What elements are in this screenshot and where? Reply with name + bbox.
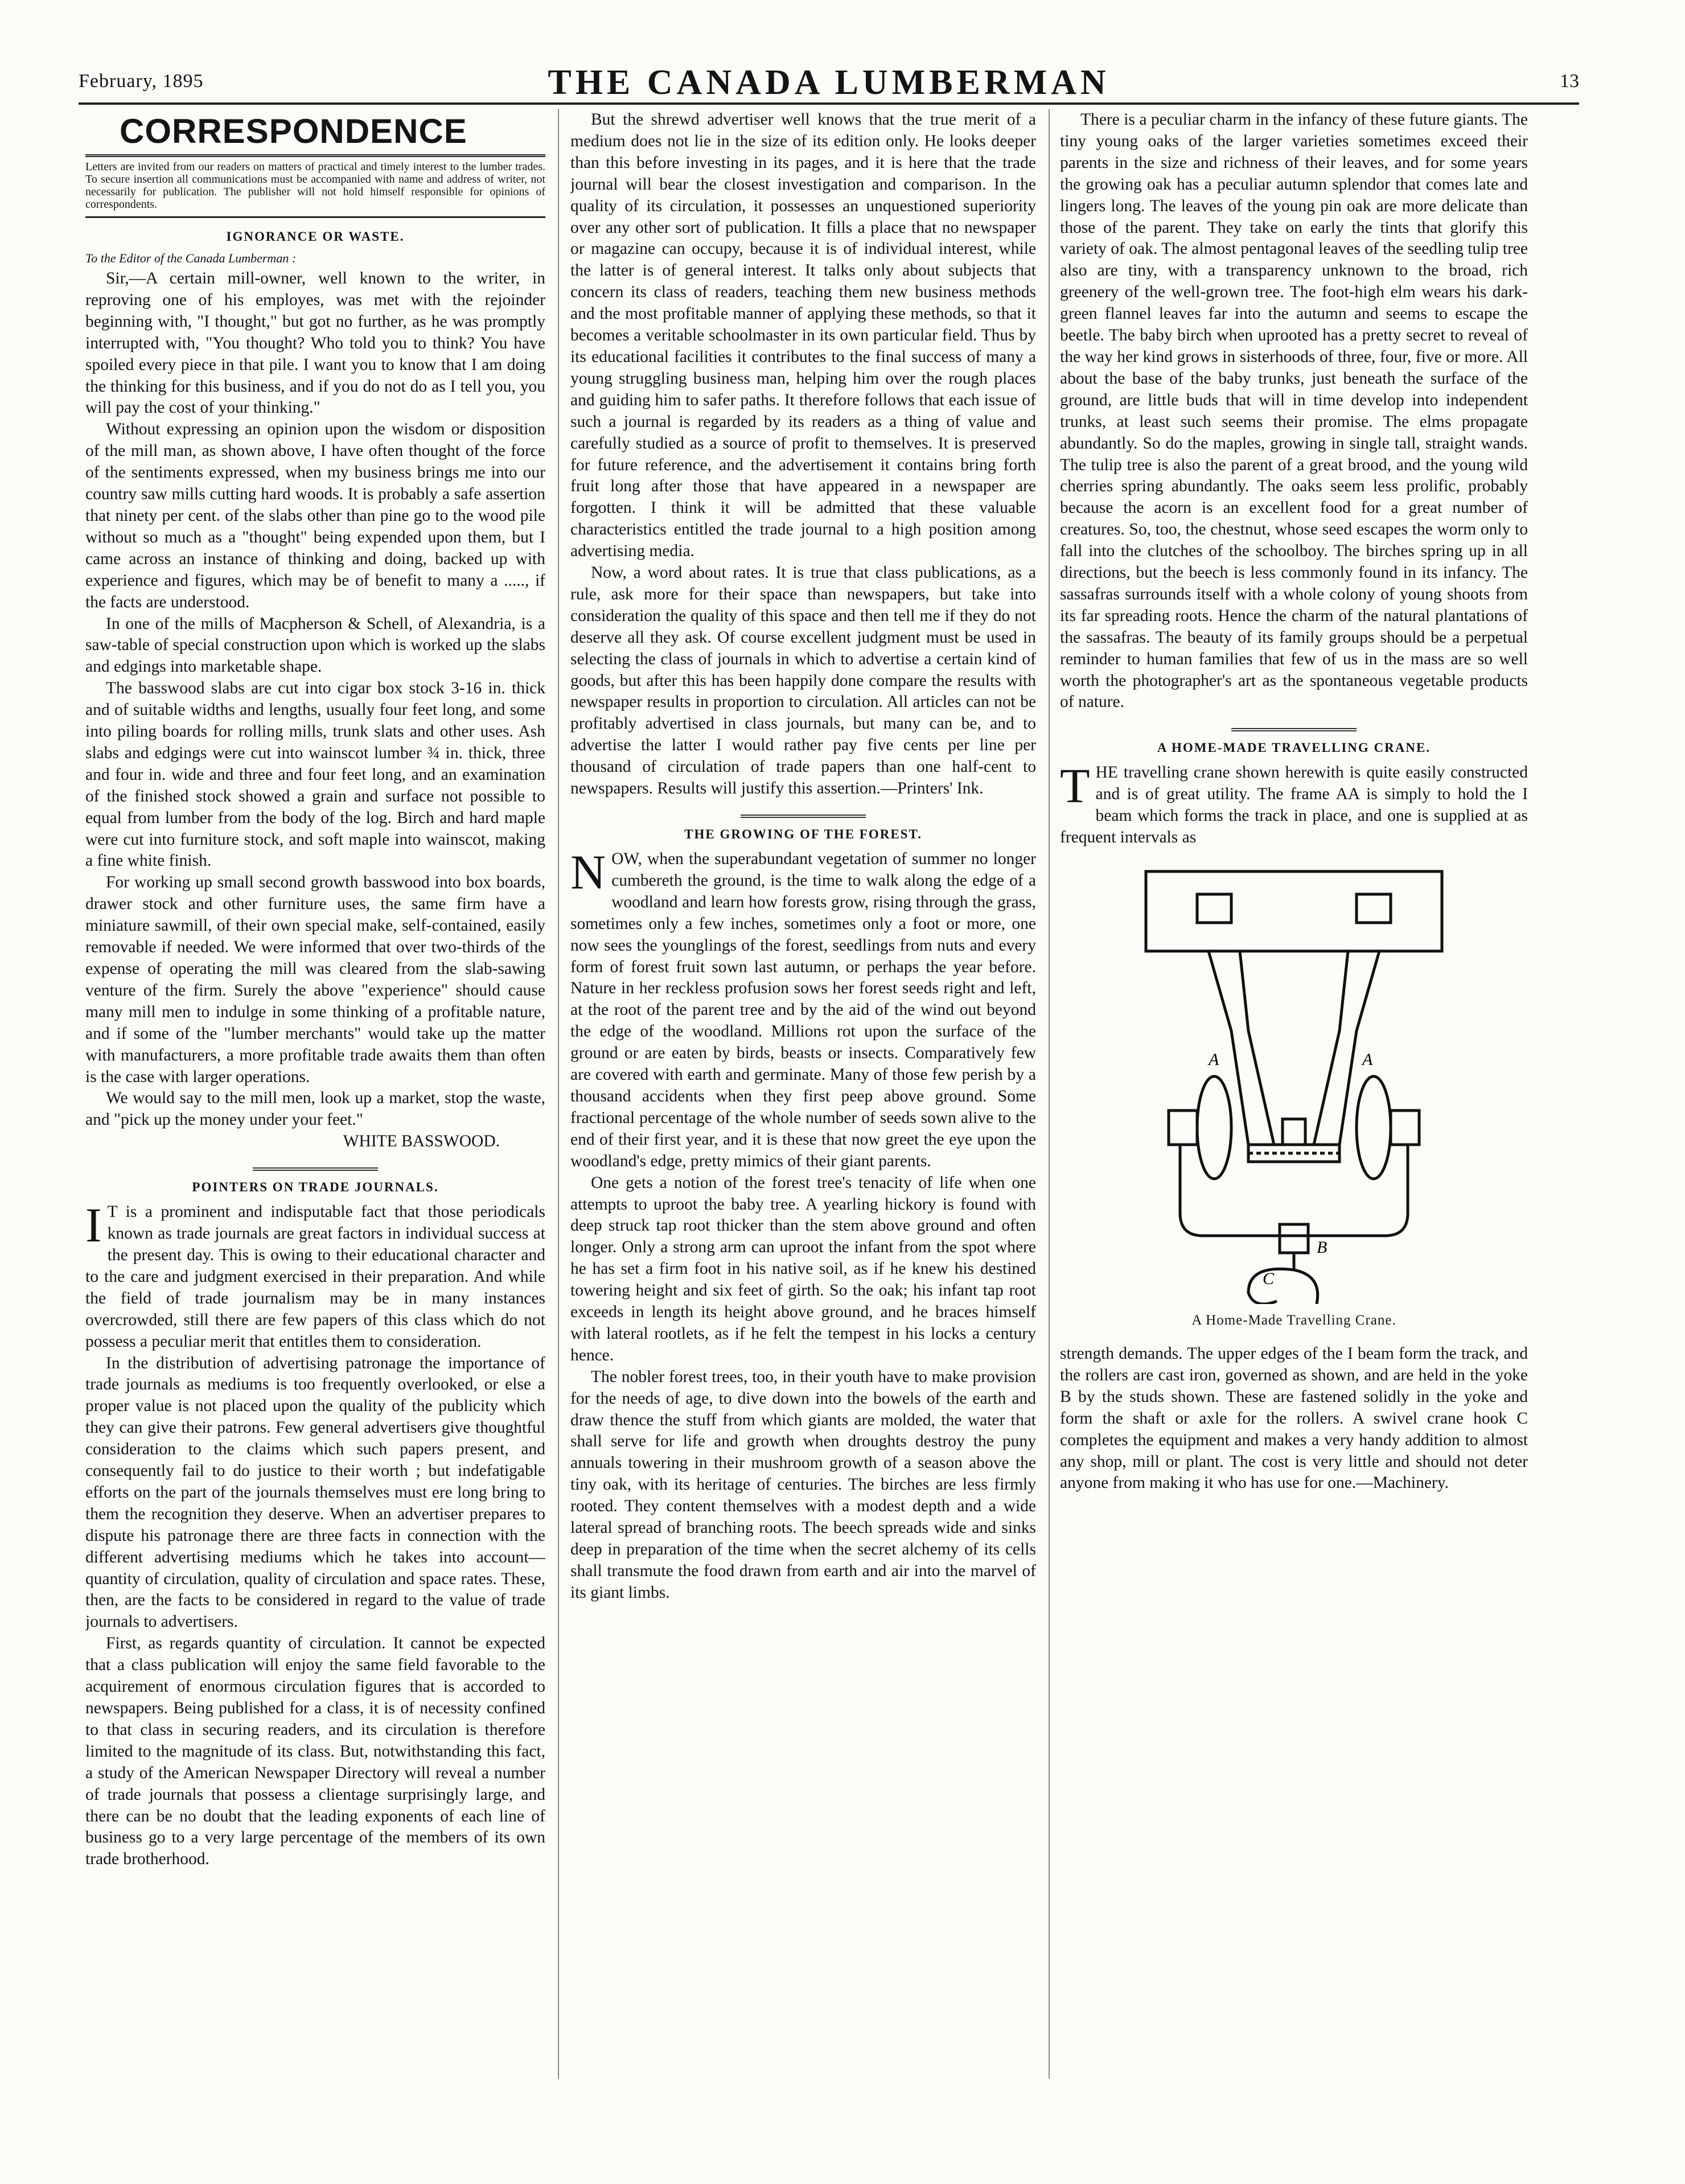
hook-shank [1294, 1253, 1318, 1304]
paragraph-text: HE travelling crane shown herewith is quite easily constructed and is of great utility. The frame AA is simply to hold the I beam which forms the track in place, and one is supplied at as frequent intervals as [1060, 763, 1528, 847]
roller [1357, 1076, 1391, 1179]
stud [1169, 1110, 1197, 1145]
paragraph: The basswood slabs are cut into cigar box stock 3-16 in. thick and of suitable widths and lengths, usually four feet long, and some into piling boards for rolling mills, trunk slats and other uses. Ash slabs and edgings were cut into wainscot lumber ¾ in. thick, three and four in. wide and three and four feet long, and an examination of the finished stock showed a grain and surface not possible to equal from lumber from the body of the log. Birch and hard maple were cut into furniture stock, and soft maple into wainscot, making a fine white finish. [85, 679, 545, 870]
frame-leg [1209, 951, 1274, 1145]
column-divider [558, 109, 559, 2079]
column-2 [570, 109, 1036, 2133]
section-rule [1231, 728, 1357, 731]
crane-figure [1060, 860, 1528, 1307]
drop-cap: I [85, 1198, 102, 1253]
drop-cap: N [570, 845, 606, 899]
paragraph: Sir,—A certain mill-owner, well known to the writer, in reproving one of his employes, was met with the rejoinder beginning with, "I thought," but got no further, as he was promptly interrupted with, "You thought? Who told you to think? You have spoiled every piece in that pile. I want you to know that I am doing the thinking for this business, and if you do not do as I tell you, you will pay the cost of your thinking." [85, 269, 545, 417]
i-beam [1248, 1145, 1339, 1162]
article-heading: POINTERS ON TRADE JOURNALS. [192, 1180, 439, 1195]
figure-label-a: A [1362, 1050, 1373, 1069]
stud [1391, 1110, 1419, 1145]
frame-leg [1314, 951, 1379, 1145]
beam-bolt [1197, 894, 1231, 923]
article-heading: IGNORANCE OR WASTE. [226, 229, 405, 244]
column-1 [85, 109, 545, 2133]
paragraph [85, 1198, 545, 1352]
article-growing-of-the-forest [570, 827, 1036, 1604]
paragraph: In one of the mills of Macpherson & Schell, of Alexandria, is a saw-table of special construction upon which is worked up the slabs and edgings into marketable shape. [85, 614, 545, 676]
notice-text: Letters are invited from our readers on matters of practical and timely interest to the lumber trades. To secure insertion all communications must be accompanied with name and address of writer, not necessarily for publication. The publisher will not hold himself responsible for opinions of correspondents. [85, 161, 545, 211]
article-ignorance-or-waste [85, 229, 545, 1171]
section-title: CORRESPONDENCE [120, 112, 467, 150]
beam-bolt [1357, 894, 1391, 923]
paragraph: First, as regards quantity of circulation. It cannot be expected that a class publication will enjoy the same field favorable to the acquirement of enormous circulation figures that is accorded to newspapers. Being published for a class, it is of necessity confined to that class in securing readers, and its circulation is therefore limited to the magnitude of its class. But, notwithstanding this fact, a study of the American Newspaper Directory will reveal a number of trade journals that possess a clientage surprisingly large, and there can be no doubt that the leading exponents of each line of business go to a very large percentage of the members of its own trade brotherhood. [85, 1634, 545, 1869]
paragraph: One gets a notion of the forest tree's tenacity of life when one attempts to uproot the baby tree. A yearling hickory is found with deep struck tap root thicker than the stem above ground and often longer. Only a strong arm can uproot the infant from the spot where he has set a firm foot in his native soil, as if he knew his destined towering height and six feet of girth. So the oak; his infant tap root exceeds in length its height above ground, and he braces himself with lateral rootlets, as if he felt the tempest in his locks a century hence. [570, 1173, 1036, 1364]
issue-date: February, 1895 [79, 71, 204, 92]
figure-label-b: B [1317, 1238, 1328, 1257]
paragraph: strength demands. The upper edges of the I beam form the track, and the rollers are cast iron, governed as shown, and are held in the yoke B by the studs shown. These are fastened solidly in the yoke and form the shaft or axle for the rollers. A swivel crane hook C completes the equipment and makes a very handy addition to almost any shop, mill or plant. The cost is very little and should not deter anyone from making it who has use for one.—Machinery. [1060, 1344, 1528, 1492]
paragraph: In the distribution of advertising patronage the importance of trade journals as mediums is too frequently overlooked, or else a proper value is not placed upon the quality of the publicity which they can give their patrons. Few general advertisers give thoughtful consideration to the claims which such papers present, and consequently fail to do justice to their worth ; but indefatigable efforts on the part of the journals themselves must ere long bring to them the recognition they deserve. When an advertiser prepares to dispute his patronage there are three facts in connection with the different advertising mediums which he takes into account—quantity of circulation, quality of circulation and space rates. These, then, are the facts to be considered in regard to the value of trade journals to advertisers. [85, 1354, 545, 1631]
article-pointers-on-trade-journals [85, 1180, 545, 1870]
correspondence-notice [85, 154, 545, 218]
article-heading: A HOME-MADE TRAVELLING CRANE. [1157, 741, 1431, 755]
figure-caption: A Home-Made Travelling Crane. [1191, 1313, 1396, 1328]
paragraph: Without expressing an opinion upon the wisdom or disposition of the mill man, as shown above, I have often thought of the force of the sentiments expressed, when my business brings me into our country saw mills cutting hard woods. It is probably a safe assertion that ninety per cent. of the slabs other than pine go to the wood pile without so much as a "thought" being expended upon them, but I came across an instance of thinking and doing, backed up with experience and figures, which may be of benefit to many a ....., if the facts are understood. [85, 420, 545, 611]
yoke [1180, 1145, 1408, 1236]
paragraph: We would say to the mill men, look up a market, stop the waste, and "pick up the money under your feet." [85, 1089, 545, 1129]
section-rule [741, 815, 866, 818]
paragraph-text: T is a prominent and indisputable fact that those periodicals known as trade journals are great factors in individual success at the present day. This is owing to their educational character and to the care and judgment exercised in their preparation. And while the field of trade journalism may be in many instances overcrowded, still there are few papers of this class which do not possess a peculiar merit that entitles them to consideration. [85, 1203, 545, 1351]
section-rule [253, 1167, 378, 1171]
header-rule [79, 102, 1579, 105]
article-pointers-continued [570, 109, 1036, 818]
paragraph-text: OW, when the superabundant vegetation of summer no longer cumbereth the ground, is the time to walk along the edge of a woodland and learn how forests grow, rising through the grass, sometimes only a few inches, sometimes only a foot or more, one now sees the younglings of the forest, seedlings from nuts and every form of forest fruit sown last autumn, or perhaps the year before. Nature in her reckless profusion sows her forest seeds right and left, at the root of the parent tree and by the aid of the wind out beyond the edge of the woodland. Millions rot upon the surface of the ground or are eaten by birds, beasts or insects. Comparatively few are covered with earth and germinate. Many of those few perish by a thousand accidents when they first peep above ground. Some fractional percentage of the whole number of seeds sown alive to the end of their first year, and it is these that now greet the eye upon the woodland's edge, pretty mimics of their giant parents. [570, 850, 1036, 1170]
column-divider [1049, 109, 1050, 2079]
figure-label-a: A [1209, 1050, 1219, 1069]
i-beam-web [1283, 1119, 1305, 1145]
page-header [79, 63, 1579, 100]
paragraph: But the shrewd advertiser well knows that the true merit of a medium does not lie in the size of its edition only. He looks deeper than this before investing in its pages, and it is here that the trade journal will bear the closest investigation and comparison. In the quality of its circulation, it possesses an unquestioned superiority over any other sort of publication. It fills a place that no newspaper or magazine can occupy, because it is of individual interest, while the latter is of general interest. It talks only about subjects that concern its class of readers, teaching them new business methods and the most profitable manner of applying these methods, so that it becomes a veritable schoolmaster in its own particular field. Thus by its educational facilities it contributes to the final success of many a young struggling business man, helping him over the rough places and guiding him to safer paths. It therefore follows that each issue of such a journal is regarded by its readers as a thing of value and carefully studied as a source of profit to themselves. It is preserved for future reference, and the advertisement it contains bring forth fruit long after those that have appeared in a newspaper are forgotten. I think it will be admitted that these valuable characteristics entitled the trade journal to a high position among advertising media. [570, 110, 1036, 561]
drop-cap: T [1060, 758, 1090, 813]
paragraph [570, 845, 1036, 1173]
paragraph [1060, 758, 1528, 849]
salutation: To the Editor of the Canada Lumberman : [85, 251, 297, 265]
roller [1197, 1076, 1231, 1179]
figure-label-c: C [1263, 1269, 1275, 1288]
paragraph: There is a peculiar charm in the infancy of these future giants. The tiny young oaks of the larger varieties sometimes exceed their parents in the size and richness of their leaves, and for some years the growing oak has a peculiar autumn splendor that comes late and lingers long. The leaves of the young pin oak are more delicate than those of the parent. They take on early the tints that glorify this variety of oak. The almost pentagonal leaves of the seedling tulip tree also are tiny, with a transparency unknown to the broad, rich greenery of the well-grown tree. The foot-high elm wears his dark-green flannel leaves far into the autumn and seems to escape the beetle. The baby birch when uprooted has a pretty secret to reveal of the way her kind grows in sisterhoods of three, four, five or more. All about the base of the baby trunks, just beneath the surface of the ground, are little buds that will in time develop into independent trunks, at least such seems their promise. The elms propagate abundantly. So do the maples, growing in single tall, straight wands. The tulip tree is also the parent of a great brood, and the young wild cherries spring abundantly. The oaks seem less prolific, probably because the acorn is an excellent food for a great number of creatures. So, too, the chestnut, whose seed escapes the worm only to fall into the clutches of the schoolboy. The birches spring up in all directions, but the beech is less commonly found in its infancy. The sassafras surrounds itself with a whole colony of young shoots from its far spreading roots. Hence the charm of the natural plantations of the sassafras. The beauty of its family groups should be a perpetual reminder to human families that few of us in the mass are so well worth the photographer's art as the spontaneous vegetable products of nature. [1060, 110, 1528, 711]
paragraph: For working up small second growth basswood into box boards, drawer stock and other furniture uses, the same firm have a miniature sawmill, of their own special make, self-contained, easily removable if needed. We were informed that over two-thirds of the expense of operating the mill was cleared from the slab-sawing venture of the firm. Surely the above "experience" should cause many mill men to indulge in some thinking of a profitable nature, and if some of the "lumber merchants" would take up the matter with manufacturers, a more profitable trade awaits them than often is the case with larger operations. [85, 873, 545, 1086]
top-beam [1146, 871, 1442, 951]
article-heading: THE GROWING OF THE FOREST. [684, 827, 922, 841]
paragraph: The nobler forest trees, too, in their youth have to make provision for the needs of age, to dive down into the bowels of the earth and draw thence the stuff from which giants are molded, the water that shall serve for life and growth when droughts destroy the puny annuals towering in their mushroom growth of a season above the tiny oak, with its heritage of centuries. The birches are less firmly rooted. They content themselves with a modest depth and a wide lateral spread of branching roots. The beech spreads wide and sinks deep in preparation of the time when the secret alchemy of its cells shall transmute the food drawn from earth and air into the marvel of its giant limbs. [570, 1367, 1036, 1602]
article-home-made-travelling-crane [1060, 741, 1528, 1494]
masthead: THE CANADA LUMBERMAN [548, 63, 1110, 102]
signature: WHITE BASSWOOD. [343, 1132, 500, 1151]
page-number: 13 [1560, 71, 1579, 92]
column-3 [1060, 109, 1528, 2133]
crane-diagram [1135, 860, 1453, 1304]
paragraph: Now, a word about rates. It is true that class publications, as a rule, ask more for their space than newspapers, but take into consideration the quality of this space and then tell me if they do not deserve all they ask. Of course excellent judgment must be used in selecting the class of journals in which to advertise a certain kind of goods, but after this has been happily done compare the results with newspaper results in proportion to circulation. All articles can not be profitably advertised in class journals, but many can be, and to advertise the latter I would rather pay five cents per line per thousand of circulation of trade papers than one half-cent to newspapers. Results will justify this assertion.—Printers' Ink. [570, 564, 1036, 798]
swivel [1280, 1224, 1308, 1253]
